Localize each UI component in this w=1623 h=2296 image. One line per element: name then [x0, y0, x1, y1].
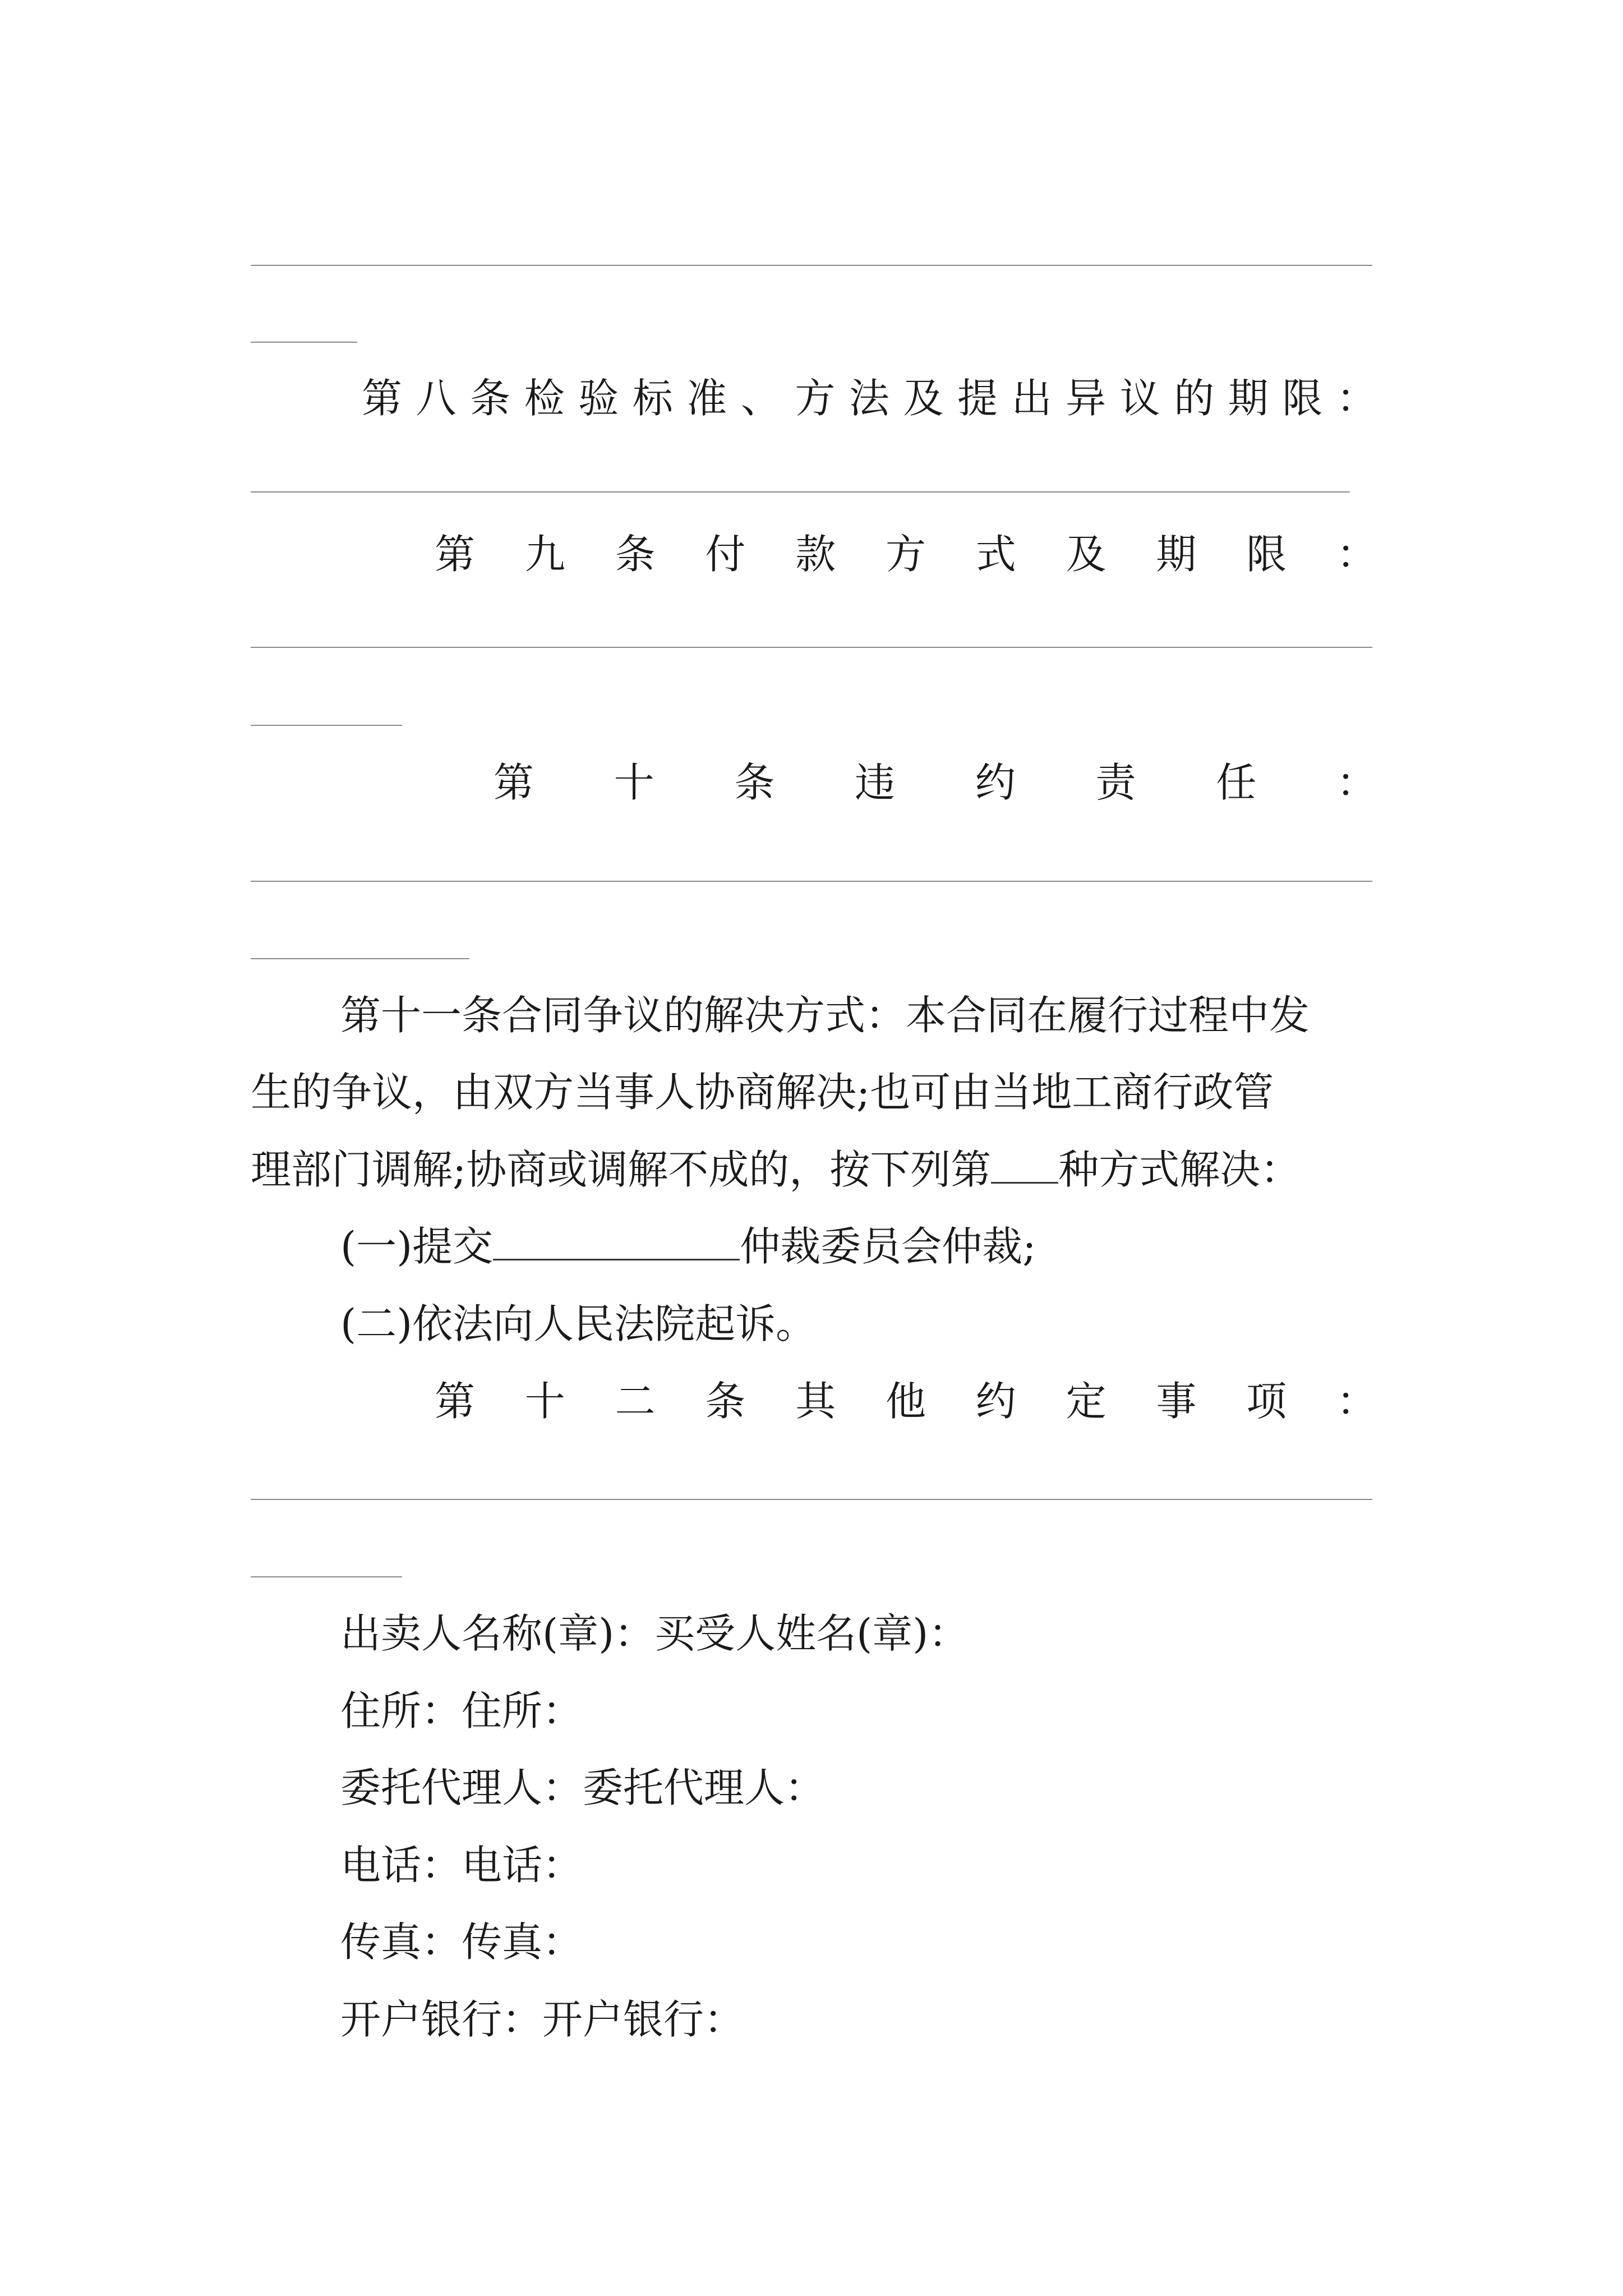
- heading-char: 方: [885, 531, 926, 578]
- fill-line: [251, 491, 1350, 493]
- article-12-heading: [435, 1373, 1377, 1429]
- signature-line-5: 传真：传真：: [340, 1918, 583, 1966]
- fill-line: [251, 1576, 402, 1577]
- option-1-text-b: 仲裁委员会仲裁;: [740, 1223, 1036, 1270]
- heading-char: 款: [795, 531, 836, 578]
- article-11-line-2: 生的争议，由双方当事人协商解决;也可由当地工商行政管: [251, 1069, 1274, 1116]
- option-1-text-a: (一)提交: [340, 1223, 494, 1270]
- heading-char: 检: [524, 375, 565, 422]
- heading-char: 议: [1119, 375, 1160, 422]
- heading-char: ：: [1336, 1378, 1377, 1425]
- article-11-line-3-text-b: 种方式解决：: [1058, 1146, 1301, 1193]
- heading-char: 条: [470, 375, 511, 422]
- signature-line-1: 出卖人名称(章)：买受人姓名(章)：: [340, 1610, 969, 1657]
- article-11-line-1: 第十一条合同争议的解决方式：本合同在履行过程中发: [340, 992, 1310, 1039]
- heading-char: 九: [524, 531, 565, 578]
- heading-char: 及: [1066, 531, 1106, 578]
- heading-char: 条: [705, 1378, 746, 1425]
- heading-char: 其: [795, 1378, 836, 1425]
- signature-line-3: 委托代理人：委托代理人：: [340, 1764, 826, 1811]
- heading-char: 他: [885, 1378, 926, 1425]
- heading-char: 出: [1011, 375, 1052, 422]
- option-1: [251, 1218, 1479, 1274]
- signature-line-2: 住所：住所：: [340, 1687, 583, 1734]
- heading-char: 十: [614, 759, 654, 806]
- heading-char: ：: [1336, 531, 1377, 578]
- article-11-line-3: [251, 1142, 1389, 1198]
- heading-char: 准: [686, 375, 727, 422]
- heading-char: 标: [632, 375, 673, 422]
- heading-char: 限: [1246, 531, 1287, 578]
- fill-line: [251, 958, 469, 959]
- heading-char: 的: [1174, 375, 1215, 422]
- heading-char: 条: [734, 759, 775, 806]
- fill-line: [251, 265, 1372, 266]
- heading-char: 事: [1156, 1378, 1197, 1425]
- heading-char: 式: [975, 531, 1016, 578]
- heading-char: 法: [849, 375, 889, 422]
- heading-char: 期: [1156, 531, 1197, 578]
- heading-char: 异: [1066, 375, 1106, 422]
- heading-char: 责: [1095, 759, 1136, 806]
- heading-char: 项: [1246, 1378, 1287, 1425]
- heading-char: 任: [1216, 759, 1257, 806]
- fill-line: [251, 342, 357, 343]
- article-9-heading: [435, 526, 1377, 582]
- heading-char: 期: [1228, 375, 1269, 422]
- heading-char: ：: [1336, 375, 1377, 422]
- article-11-line-3-text-a: 理部门调解;协商或调解不成的，按下列第: [251, 1146, 992, 1193]
- fill-line: [251, 1499, 1372, 1500]
- heading-char: 第: [435, 1378, 476, 1425]
- signature-line-6: 开户银行：开户银行：: [340, 1996, 745, 2043]
- heading-char: 定: [1066, 1378, 1106, 1425]
- heading-char: ：: [1336, 759, 1377, 806]
- option-2: (二)依法向人民法院起诉。: [340, 1300, 817, 1347]
- fill-line: [251, 725, 402, 726]
- heading-char: 限: [1282, 375, 1323, 422]
- heading-char: 违: [855, 759, 896, 806]
- heading-char: 第: [362, 375, 403, 422]
- heading-char: 付: [705, 531, 746, 578]
- heading-char: 验: [578, 375, 619, 422]
- fill-line: [251, 881, 1372, 882]
- heading-char: 提: [957, 375, 998, 422]
- heading-char: 二: [615, 1378, 656, 1425]
- arbitration-commission-blank: [493, 1225, 740, 1260]
- method-number-blank: [991, 1148, 1058, 1184]
- article-10-heading: [494, 754, 1377, 811]
- heading-char: 第: [435, 531, 476, 578]
- heading-char: 八: [416, 375, 457, 422]
- heading-char: 条: [615, 531, 656, 578]
- article-8-heading: [362, 370, 1377, 426]
- heading-char: 方: [795, 375, 836, 422]
- heading-char: 及: [903, 375, 944, 422]
- heading-char: 、: [740, 375, 781, 422]
- heading-char: 第: [494, 759, 534, 806]
- signature-line-4: 电话：电话：: [340, 1842, 583, 1889]
- heading-char: 约: [975, 1378, 1016, 1425]
- heading-char: 约: [975, 759, 1016, 806]
- heading-char: 十: [524, 1378, 565, 1425]
- fill-line: [251, 647, 1372, 648]
